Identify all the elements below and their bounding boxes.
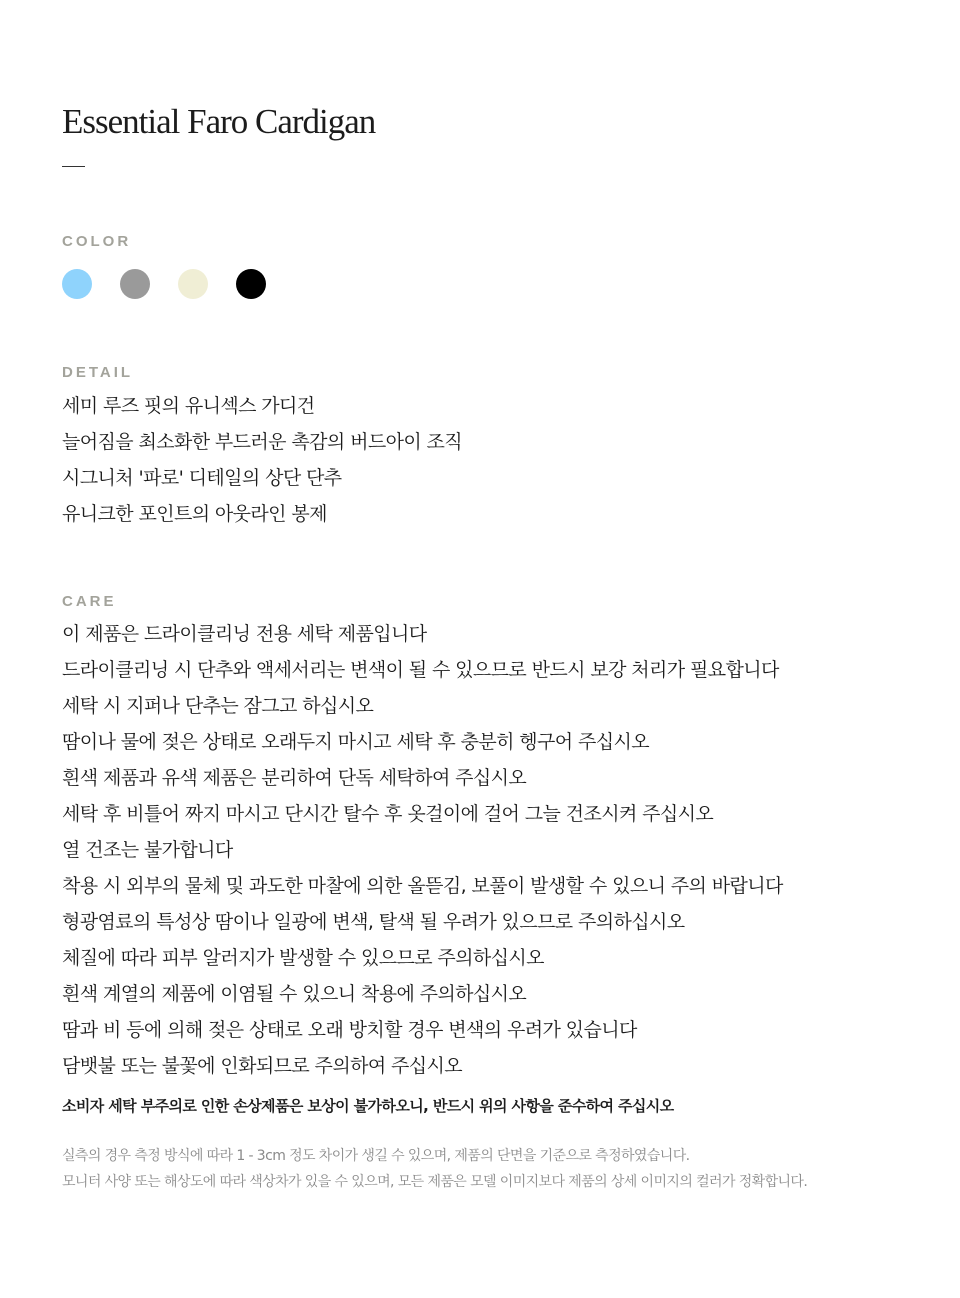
color-swatches <box>62 269 294 299</box>
care-line: 열 건조는 불가합니다 <box>62 839 233 861</box>
color-swatch-black[interactable] <box>236 269 266 299</box>
color-swatch-gray[interactable] <box>120 269 150 299</box>
detail-line: 유니크한 포인트의 아웃라인 봉제 <box>62 503 327 525</box>
footnote-color-accuracy: 모니터 사양 또는 해상도에 따라 색상차가 있을 수 있으며, 모든 제품은 모델 이미지보다 제품의 상세 이미지의 컬러가 정확합니다. <box>62 1174 808 1190</box>
footnotes <box>62 1143 807 1195</box>
care-line: 체질에 따라 피부 알러지가 발생할 수 있으므로 주의하십시오 <box>62 947 544 969</box>
care-line: 흰색 계열의 제품에 이염될 수 있으니 착용에 주의하십시오 <box>62 983 527 1005</box>
detail-line: 늘어짐을 최소화한 부드러운 촉감의 버드아이 조직 <box>62 431 463 453</box>
detail-line: 시그니처 '파로' 디테일의 상단 단추 <box>62 467 342 489</box>
care-line: 세탁 시 지퍼나 단추는 잠그고 하십시오 <box>62 695 374 717</box>
care-section-label: CARE <box>62 593 117 610</box>
footnote-measurement: 실측의 경우 측정 방식에 따라 1 - 3cm 정도 차이가 생길 수 있으며, 제품의 단면을 기준으로 측정하였습니다. <box>62 1148 690 1164</box>
detail-section-label: DETAIL <box>62 364 134 381</box>
detail-list <box>62 388 462 532</box>
care-line: 흰색 제품과 유색 제품은 분리하여 단독 세탁하여 주십시오 <box>62 767 527 789</box>
color-swatch-light-blue[interactable] <box>62 269 92 299</box>
care-list <box>62 616 783 1084</box>
care-warning-note: 소비자 세탁 부주의로 인한 손상제품은 보상이 불가하오니, 반드시 위의 사항을 준수하여 주십시오 <box>62 1097 674 1115</box>
color-swatch-cream[interactable] <box>178 269 208 299</box>
care-line: 드라이클리닝 시 단추와 액세서리는 변색이 될 수 있으므로 반드시 보강 처리가 필요합니다 <box>62 659 779 681</box>
color-section-label: COLOR <box>62 233 132 250</box>
care-line: 담뱃불 또는 불꽃에 인화되므로 주의하여 주십시오 <box>62 1055 463 1077</box>
care-line: 이 제품은 드라이클리닝 전용 세탁 제품입니다 <box>62 623 427 645</box>
detail-line: 세미 루즈 핏의 유니섹스 가디건 <box>62 395 315 417</box>
care-line: 형광염료의 특성상 땀이나 일광에 변색, 탈색 될 우려가 있으므로 주의하십시오 <box>62 911 685 933</box>
care-line: 땀이나 물에 젖은 상태로 오래두지 마시고 세탁 후 충분히 헹구어 주십시오 <box>62 731 650 753</box>
care-line: 땀과 비 등에 의해 젖은 상태로 오래 방치할 경우 변색의 우려가 있습니다 <box>62 1019 637 1041</box>
care-line: 착용 시 외부의 물체 및 과도한 마찰에 의한 올뜯김, 보풀이 발생할 수 있으니 주의 바랍니다 <box>62 875 783 897</box>
care-line: 세탁 후 비틀어 짜지 마시고 단시간 탈수 후 옷걸이에 걸어 그늘 건조시켜 주십시오 <box>62 803 714 825</box>
product-title: Essential Faro Cardigan <box>62 102 376 141</box>
title-divider <box>62 166 85 167</box>
